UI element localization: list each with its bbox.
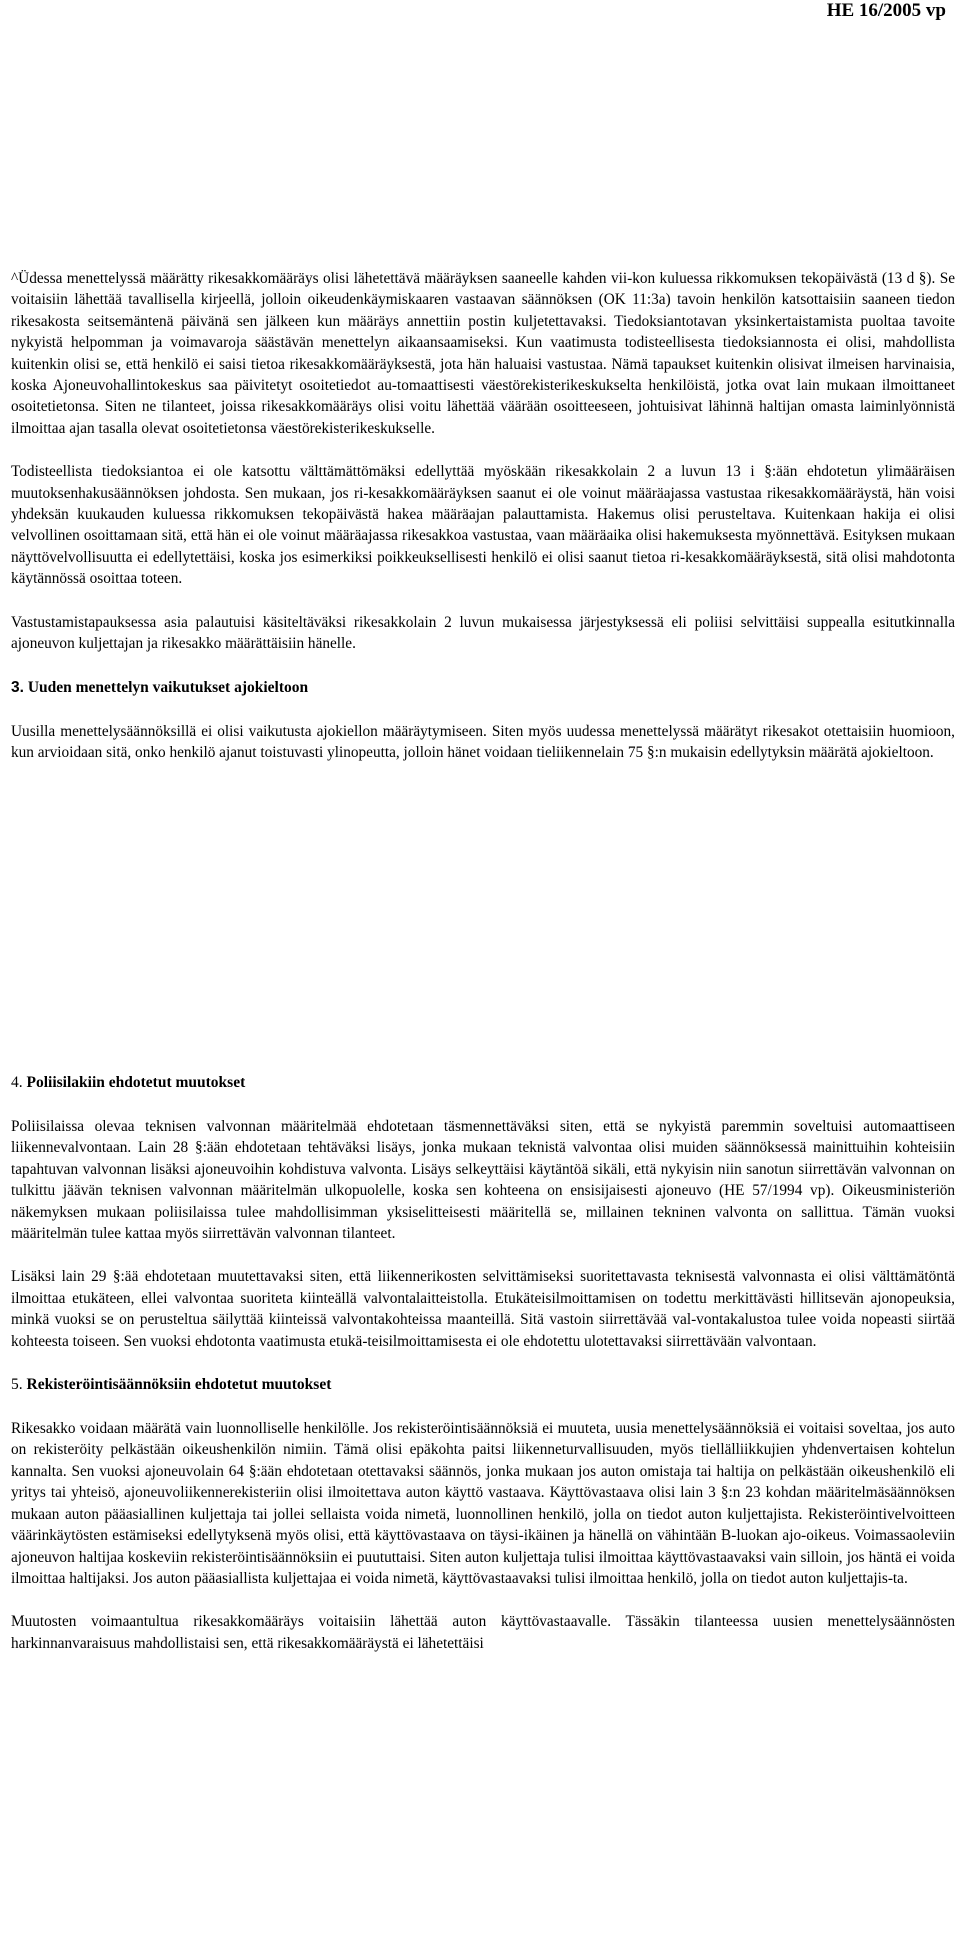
paragraph-driving-ban-effects: Uusilla menettelysäännöksillä ei olisi vaikutusta ajokiellon määräytymiseen. Siten myös uudessa menettelyssä määrätyt rikesakot otettaisiin huomioon, kun arvioidaan sitä, onko henkilö ajanut toistuvasti ylinopeutta, jolloin hänet voidaan tieliikennelain 75 §:n mukaisin edellytyksin määrätä ajokieltoon. — [11, 722, 955, 761]
section-heading-4: 4. Poliisilakiin ehdotetut muutokset — [11, 1074, 246, 1091]
paragraph-police-act-definition: Poliisilaissa olevaa teknisen valvonnan määritelmää ehdotetaan täsmennettäväksi siten, että se nykyistä paremmin soveltuisi automaattiseen liikennevalvontaan. Lain 28 §:ään ehdotetaan tehtäväksi lisäys, jonka mukaan teknistä valvontaa olisi muiden säännöksessä mainittuihin kohteisiin tapahtuvan valvonnan lisäksi ajoneuvoihin kohdistuva valvonta. Lisäys selkeyttäisi käytäntöä sikäli, että nykyisin niin sanotun siirrettävän valvonnan on tulkittu jäävän teknisen valvonnan määritelmän ulkopuolelle, koska sen kohteena on ensisijaisesti ajoneuvo (HE 57/1994 vp). Oikeusministeriön näkemyksen mukaan poliisilaissa tulee mahdollisimman yksiselitteisesti määritellä se, millainen tekninen valvonta on sallittua. Tämän vuoksi määritelmän tulee kattaa myös siirrettävän valvonnan tilanteet. — [11, 1118, 955, 1243]
paragraph-notification-procedure: ^Üdessa menettelyssä määrätty rikesakkomääräys olisi lähetettävä määräyksen saaneelle kahden vii-kon kuluessa rikkomuksen tekopäivästä (13 d §). Se voitaisiin lähettää tavallisella kirjeellä, jolloin oikeudenkäymiskaaren vastaavan säännöksen (OK 11:3a) tavoin henkilön katsottaisiin saaneen tiedon rikesakosta seitsemäntenä päivänä sen jälkeen kun määräys annettiin postin kuljetettavaksi. Tiedoksiantotavan yksinkertaistamista puoltaa tavoite nykyistä helpomman ja voimavaroja säästävän menettelyn aikaansaamiseksi. Kun vaatimusta todisteellisesta tiedoksiannosta ei olisi, mahdollista kuitenkin olisi se, että henkilö ei saisi tietoa rikesakkomääräyksestä, jota hän haluaisi vastustaa. Nämä tapaukset kuitenkin olisivat ilmeisen harvinaisia, koska Ajoneuvohallintokeskus saa päivitetyt osoitetiedot au-tomaattisesti väestörekisterikeskukselta henkilöistä, jotka ovat lain mukaan ilmoittaneet osoitetietonsa. Siten ne tilanteet, joissa rikesakkomääräys olisi voitu lähettää väärään osoitteeseen, johtuisivat lähinnä haltijan omasta laiminlyönnistä ilmoittaa ajan tasalla olevat osoitetietonsa väestörekisterikeskukselle. — [11, 270, 955, 437]
paragraph-evidential-notification: Todisteellista tiedoksiantoa ei ole katsottu välttämättömäksi edellyttää myöskään rikesakkolain 2 a luvun 13 i §:ään ehdotetun ylimääräisen muutoksenhakusäännöksen johdosta. Sen mukaan, jos ri-kesakkomääräyksen saanut ei ole voinut määräajassa vastustaa rikesakkomääräystä, hän voisi yhdeksän kuukauden kuluessa rikkomuksen tekopäivästä hakea määräajan palauttamista. Hakemus olisi perusteltava. Kuitenkaan hakija ei olisi velvollinen osoittamaan sitä, että hän ei ole voinut määräajassa rikesakkoa vastustaa, vaan määräaika olisi hakemuksesta myönnettävä. Esityksen mukaan näyttövelvollisuutta ei edellytettäisi, koska jos esimerkiksi poikkeuksellisesti henkilö ei olisi saanut tietoa ri-kesakkomääräyksestä, sitä olisi mahdotonta käytännössä osoittaa toteen. — [11, 463, 955, 588]
paragraph-opposition-case: Vastustamistapauksessa asia palautuisi käsiteltäväksi rikesakkolain 2 luvun mukaisessa järjestyksessä eli poliisi selvittäisi suppealla esitutkinnalla ajoneuvon kuljettajan ja rikesakko määrättäisiin hänelle. — [11, 613, 955, 653]
section-heading-3: 3. Uuden menettelyn vaikutukset ajokieltoon — [11, 678, 309, 696]
document-body-lower — [11, 1072, 955, 1654]
section-heading-5: 5. Rekisteröintisäännöksiin ehdotetut muutokset — [11, 1376, 332, 1394]
page-header-doc-id: HE 16/2005 vp — [826, 0, 946, 21]
paragraph-police-act-section-29: Lisäksi lain 29 §:ää ehdotetaan muutettavaksi siten, että liikennerikosten selvittämiseksi suoritettavasta teknisestä valvonnasta ei olisi välttämätöntä ilmoittaa etukäteen, ellei valvontaa suoriteta kiinteällä valvontalaitteistolla. Etukäteisilmoittamisen on todettu merkittävästi hillitsevän ajonopeuksia, minkä vuoksi se on perusteltua säilyttää kiinteissä valvontakohteissa maanteillä. Sitä vastoin siirrettävää val-vontakalustoa tulee voida nopeasti siirtää kohteesta toiseen. Sen vuoksi ehdotonta vaatimusta etukä-teisilmoittamisesta ei ole ehdotettu ulotettavaksi siirrettävään valvontaan. — [11, 1268, 955, 1350]
paragraph-registration-rules: Rikesakko voidaan määrätä vain luonnolliselle henkilölle. Jos rekisteröintisäännöksiä ei muuteta, uusia menettelysäännöksiä ei voitaisi soveltaa, jos auto on rekisteröity pelkästään oikeushenkilön nimiin. Tämä olisi epäkohta paitsi liikenneturvallisuuden, myös tiellälliikkujien yhdenvertaisen kohtelun kannalta. Sen vuoksi ajoneuvolain 64 §:ään ehdotetaan otettavaksi säännös, jonka mukaan jos auton omistaja tai haltija on pelkästään oikeushenkilö eli yritys tai yhteisö, ajoneuvoliikennerekisteriin olisi ilmoitettava auton käyttö vastaava. Käyttövastaava olisi lain 3 §:n 23 kohdan määritelmäsäännöksen mukaan auton pääasiallinen kuljettaja tai jollei sellaista voida nimetä, luonnollinen henkilö, jolla on tiedot auton kuljettajista. Rekisteröintivelvoitteen väärinkäytösten estämiseksi edellytyksenä myös olisi, että käyttövastaava on täysi-ikäinen ja hänellä on vähintään B-luokan ajo-oikeus. Voimassaoleviin ajoneuvon haltijaa koskeviin rekisteröintisäännöksiin ei puututtaisi. Siten auton kuljettaja tulisi ilmoittaa käyttövastaavaksi vain silloin, jos häntä ei voida ilmoittaa haltijaksi. Jos auton pääasiallista kuljettajaa ei voida nimetä, käyttövastaavaksi tulisi ilmoittaa henkilö, jolla on tiedot auton kuljettajis-ta. — [11, 1420, 955, 1587]
paragraph-after-amendments: Muutosten voimaantultua rikesakkomääräys voitaisiin lähettää auton käyttövastaavalle. Tässäkin tilanteessa uusien menettelysäännösten harkinnanvaraisuus mahdollistaisi sen, että rikesakkomääräystä ei lähetettäisi — [11, 1613, 955, 1652]
document-body-upper — [11, 268, 955, 763]
